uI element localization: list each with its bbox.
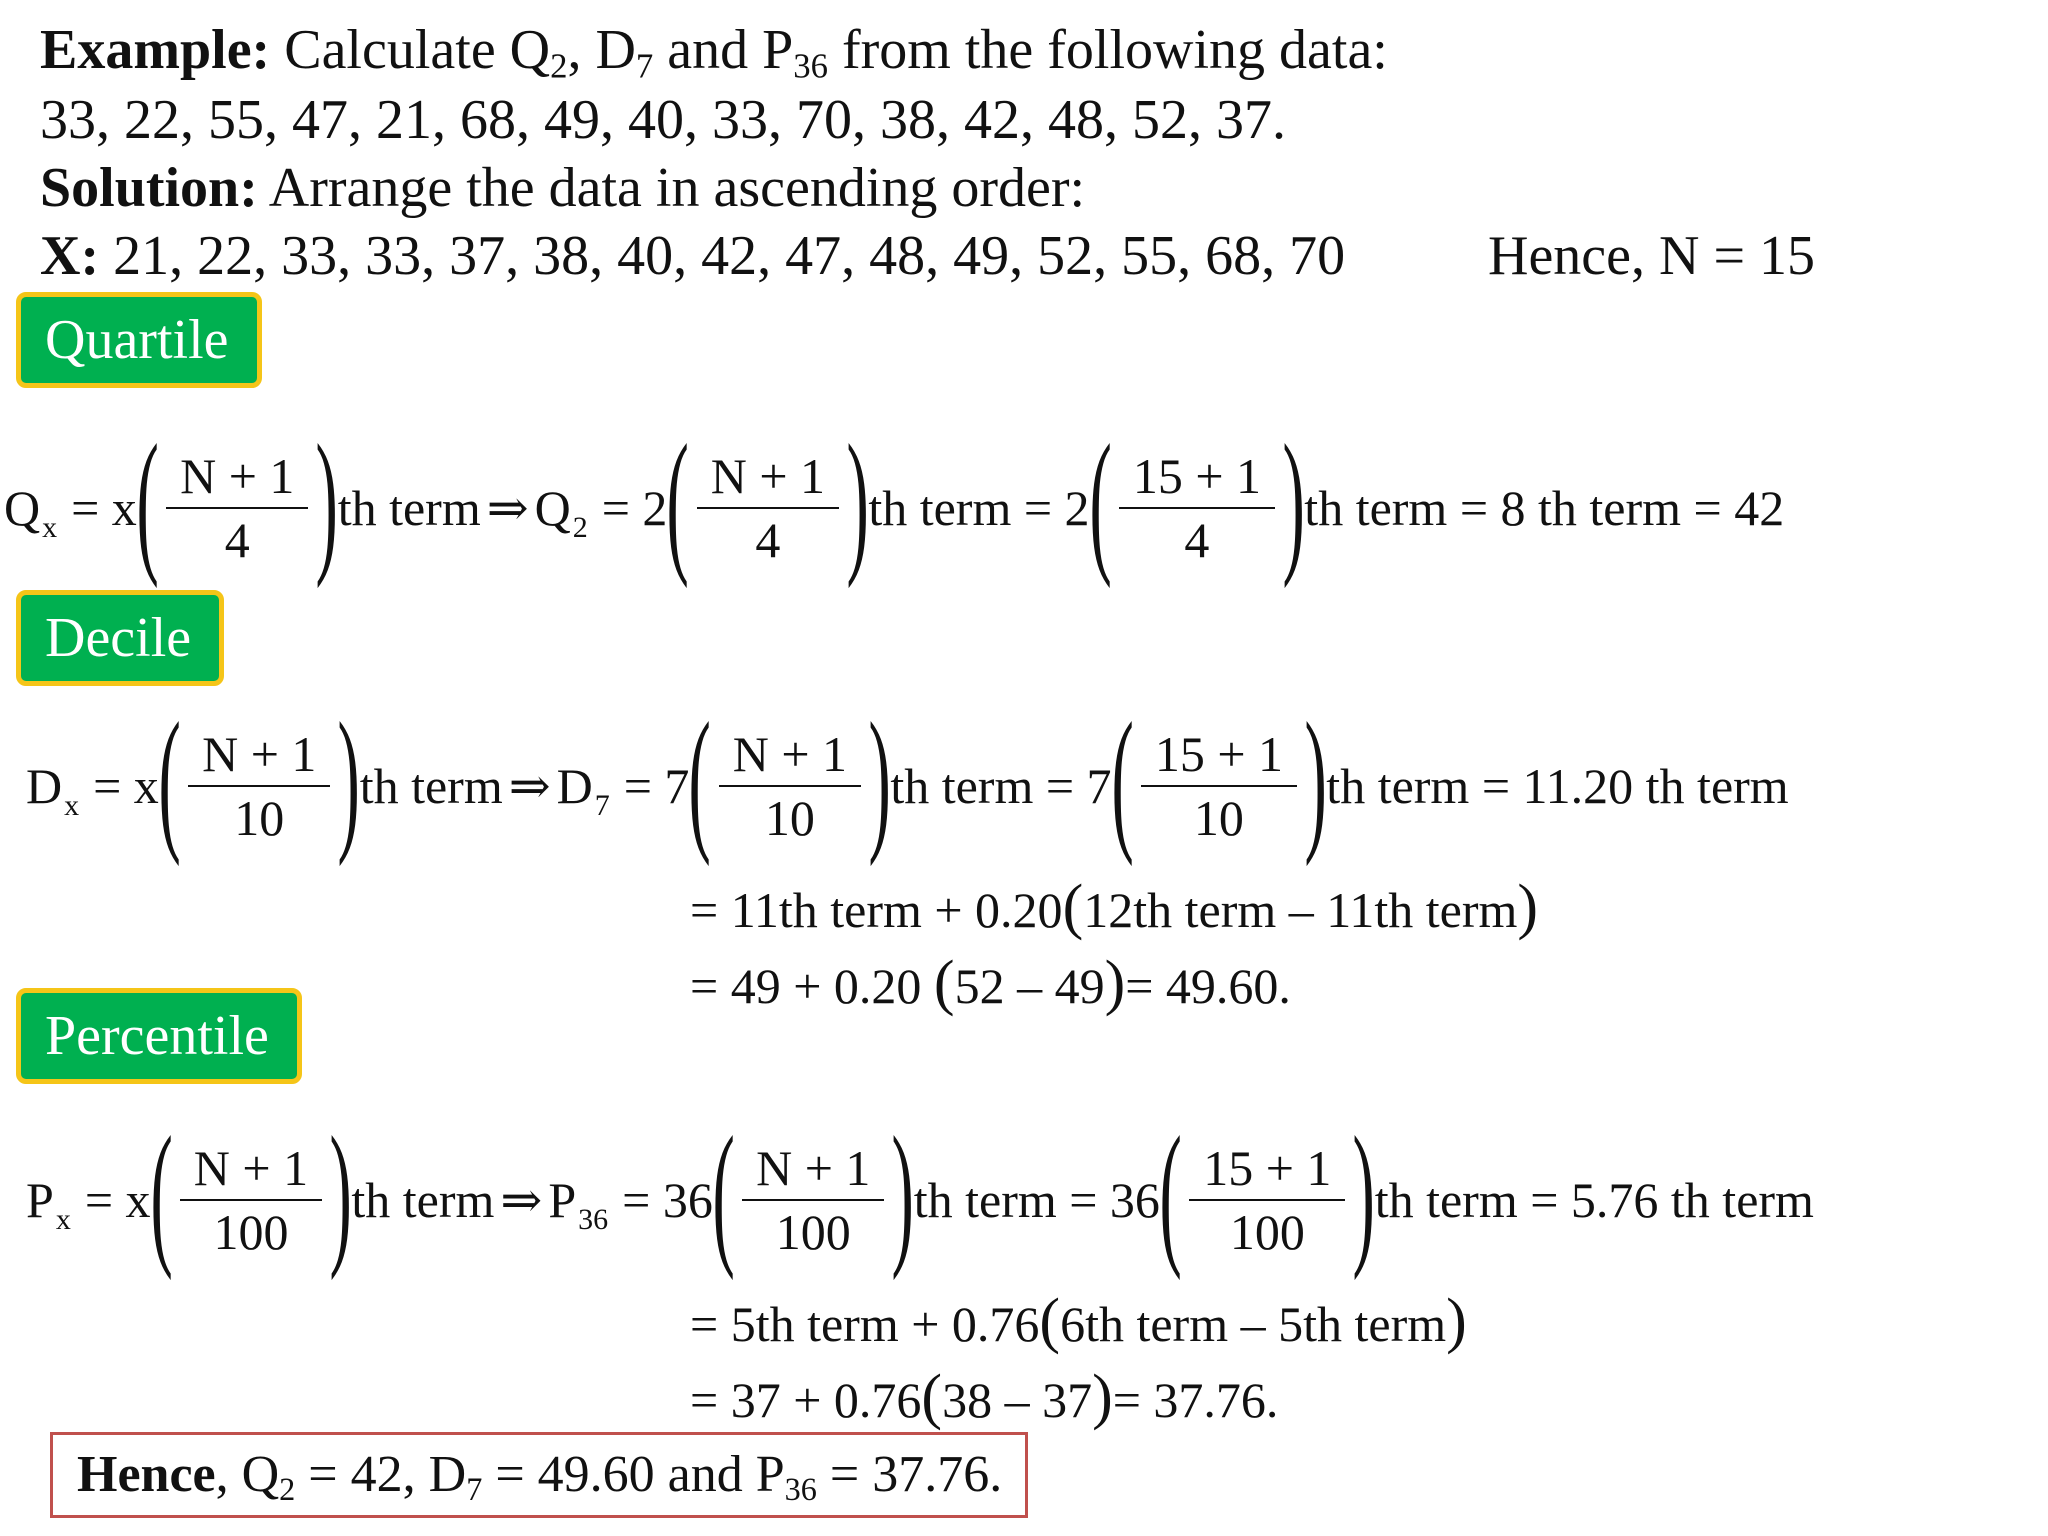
paren-close: ) — [337, 689, 361, 867]
quartile-formula — [4, 411, 1785, 589]
p-eq-term-k: th term = 36 — [913, 1172, 1160, 1228]
fraction-den: 10 — [234, 790, 285, 846]
example-tail: from the following data: — [842, 19, 1388, 81]
fraction-den: 100 — [775, 1204, 851, 1260]
x-values: 21, 22, 33, 33, 37, 38, 40, 42, 47, 48, 49, 52, 55, 68, 70 — [113, 225, 1346, 287]
fraction — [1119, 445, 1275, 571]
paren-open: ( — [136, 411, 159, 589]
paren-open: ( — [1110, 689, 1134, 867]
percentile-step-2: = 37 + 0.76(38 – 37)= 37.76. — [690, 1363, 1279, 1431]
fraction-num: 15 + 1 — [1203, 1140, 1332, 1196]
data-line: 33, 22, 55, 47, 21, 68, 49, 40, 33, 70, 38, 42, 48, 52, 37. — [40, 89, 1286, 151]
d-th-term: th term — [359, 758, 503, 814]
x-label: X: — [40, 225, 100, 287]
d-step1-inner: 12th term – 11th term — [1083, 882, 1518, 938]
paren-open: ( — [158, 689, 181, 867]
p-step2-result: = 37.76. — [1112, 1372, 1279, 1428]
q-th-term: th term — [337, 480, 481, 536]
fraction — [188, 723, 330, 849]
q-eq-k: = 2 — [601, 480, 668, 536]
q-var-2: Q — [534, 480, 571, 536]
final-answer-box — [50, 1432, 1028, 1518]
p-step1: = 5th term + 0.76 — [690, 1296, 1040, 1352]
d-eq-k: = 7 — [623, 758, 690, 814]
q-subscript: 2 — [550, 46, 568, 86]
fraction — [697, 445, 839, 571]
paren-close: ) — [329, 1103, 352, 1281]
p-sub-x: x — [55, 1203, 71, 1236]
p-subscript: 36 — [793, 46, 828, 86]
decile-formula — [26, 689, 1789, 867]
fraction — [1141, 723, 1297, 849]
fraction — [719, 723, 861, 849]
example-label: Example: — [40, 19, 271, 81]
fraction-num: 15 + 1 — [1132, 448, 1262, 504]
percentile-formula — [26, 1103, 1814, 1281]
p-eq-k: = 36 — [622, 1172, 713, 1228]
fraction-den: 100 — [213, 1204, 289, 1260]
fraction-num: 15 + 1 — [1154, 726, 1284, 782]
fraction-den: 4 — [224, 512, 250, 568]
paren-open: ( — [1159, 1103, 1182, 1281]
paren-open: ( — [149, 1103, 173, 1281]
d-sub-k: 7 — [594, 789, 610, 822]
fraction-num: N + 1 — [756, 1140, 871, 1196]
d-var-2: D — [556, 758, 593, 814]
final-t2: = 42, D — [295, 1446, 467, 1503]
fraction-den: 4 — [755, 512, 781, 568]
final-t1: , Q — [215, 1446, 280, 1503]
percentile-step-1: = 5th term + 0.76(6th term – 5th term) — [690, 1287, 1467, 1355]
d-step1: = 11th term + 0.20 — [690, 882, 1063, 938]
d-eq-x: = x — [93, 758, 159, 814]
paren-close: ) — [315, 411, 339, 589]
fraction-num: N + 1 — [202, 726, 317, 782]
fraction-num: N + 1 — [710, 448, 826, 504]
p-step2: = 37 + 0.76 — [690, 1372, 922, 1428]
paren-open: ( — [666, 411, 690, 589]
implies-arrow: ⇒ — [500, 1172, 543, 1228]
n-text: Hence, N = 15 — [1488, 225, 1816, 287]
example-text: Calculate Q — [284, 19, 551, 81]
paren-open: ( — [1088, 411, 1112, 589]
fraction-den: 100 — [1229, 1204, 1305, 1260]
fraction — [180, 1137, 322, 1263]
fraction-den: 10 — [1193, 790, 1244, 846]
p-eq-x: = x — [84, 1172, 151, 1228]
p-step1-inner: 6th term – 5th term — [1060, 1296, 1447, 1352]
d-step2: = 49 + 0.20 — [690, 958, 934, 1014]
implies-arrow: ⇒ — [486, 480, 529, 536]
paren-close: ) — [891, 1103, 915, 1281]
sorted-line — [40, 225, 1346, 287]
p-var-2: P — [548, 1172, 577, 1228]
final-p-sub: 36 — [784, 1471, 817, 1508]
paren-close: ) — [1352, 1103, 1376, 1281]
final-t4: = 37.76. — [816, 1446, 1003, 1503]
p-step2-inner: 38 – 37 — [942, 1372, 1093, 1428]
percentile-badge: Percentile — [16, 988, 302, 1084]
p-th-term: th term — [351, 1172, 495, 1228]
d-result: th term = 11.20 th term — [1326, 758, 1789, 814]
decile-badge: Decile — [16, 590, 224, 686]
d-var: D — [26, 758, 63, 814]
solution-line — [40, 157, 1086, 219]
final-d-sub: 7 — [466, 1471, 483, 1508]
example-sep: , D — [567, 19, 636, 81]
paren-close: ) — [1282, 411, 1305, 589]
fraction-den: 10 — [764, 790, 815, 846]
d-eq-term-k: th term = 7 — [890, 758, 1112, 814]
d-step2-result: = 49.60. — [1125, 958, 1291, 1014]
fraction — [742, 1137, 884, 1263]
q-sub-k: 2 — [572, 511, 588, 544]
quartile-badge: Quartile — [16, 292, 262, 388]
q-sub-x: x — [42, 511, 58, 544]
final-q-sub: 2 — [279, 1471, 296, 1508]
decile-step-2: = 49 + 0.20 (52 – 49)= 49.60. — [690, 949, 1291, 1017]
paren-open: ( — [688, 689, 712, 867]
paren-close: ) — [868, 689, 891, 867]
example-and: and P — [667, 19, 794, 81]
example-line — [40, 19, 1388, 86]
solution-text: Arrange the data in ascending order: — [268, 157, 1086, 219]
paren-close: ) — [1304, 689, 1327, 867]
d-subscript: 7 — [635, 46, 654, 86]
d-step2-inner: 52 – 49 — [954, 958, 1105, 1014]
q-eq-term-k: th term = 2 — [868, 480, 1090, 536]
p-result: th term = 5.76 th term — [1374, 1172, 1814, 1228]
final-hence-label: Hence — [77, 1446, 216, 1503]
final-t3: = 49.60 and P — [482, 1446, 785, 1503]
fraction — [166, 445, 308, 571]
paren-close: ) — [846, 411, 869, 589]
d-sub-x: x — [64, 789, 80, 822]
fraction-num: N + 1 — [193, 1140, 309, 1196]
fraction-num: N + 1 — [180, 448, 295, 504]
solution-label: Solution: — [40, 157, 258, 219]
p-var: P — [26, 1172, 54, 1228]
fraction-den: 4 — [1184, 512, 1210, 568]
fraction — [1189, 1137, 1345, 1263]
q-eq-x: = x — [71, 480, 137, 536]
implies-arrow: ⇒ — [508, 758, 551, 814]
p-sub-k: 36 — [578, 1203, 609, 1236]
paren-open: ( — [712, 1103, 735, 1281]
decile-step-1: = 11th term + 0.20(12th term – 11th term) — [690, 873, 1539, 941]
fraction-num: N + 1 — [732, 726, 848, 782]
q-var: Q — [4, 480, 41, 536]
q-result: th term = 8 th term = 42 — [1304, 480, 1785, 536]
